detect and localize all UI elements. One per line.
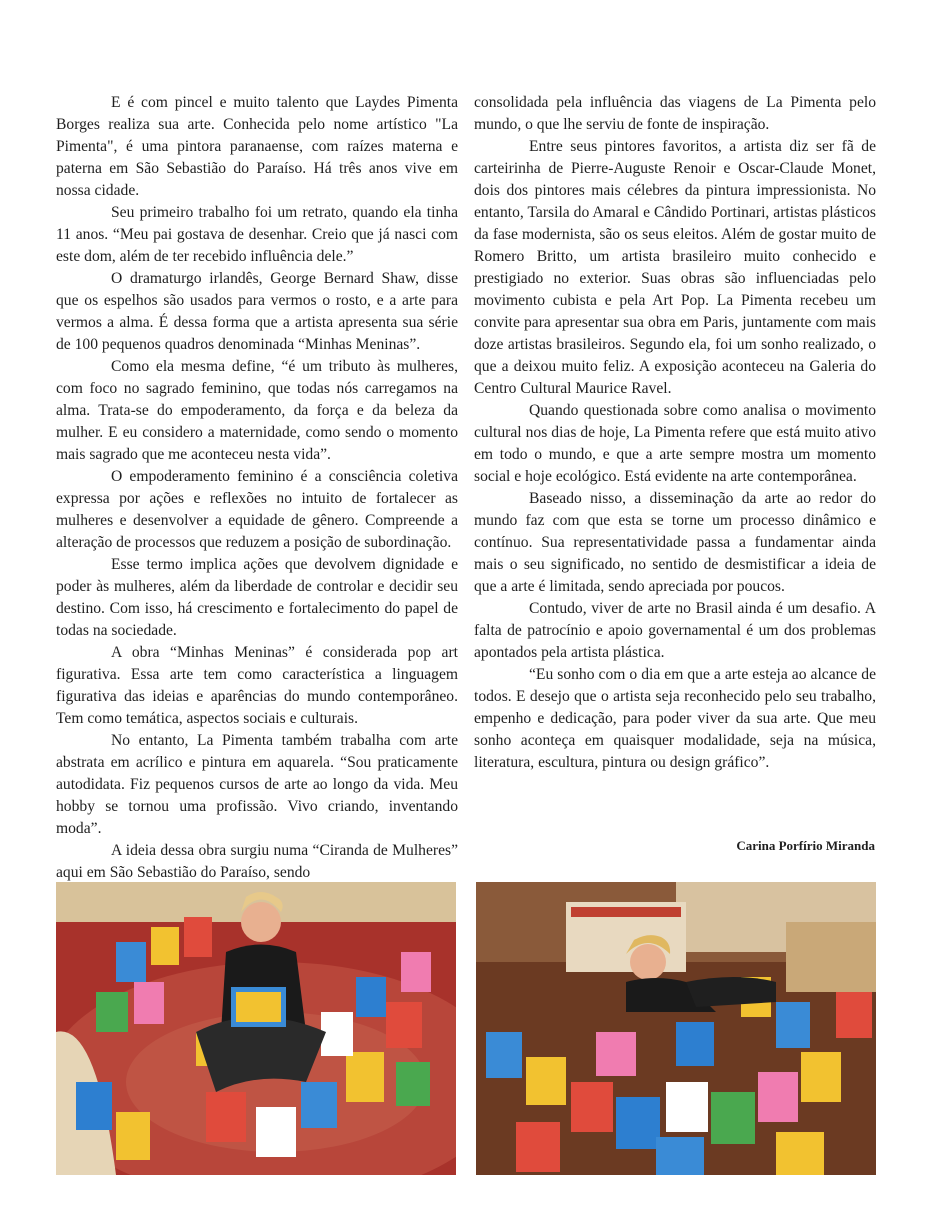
paragraph: Entre seus pintores favoritos, a artista diz ser fã de carteirinha de Pierre-Auguste Renoir e Oscar-Claude Monet, dois dos pintores mais célebres da pintura impressionista. No entanto, Tarsila do Amaral e Cândido Portinari, artistas plásticos da fase modernista, são os seus eleitos. Além de gostar muito de Romero Britto, um artista brasileiro muito conhecido e prestigiado no exterior. Suas obras são influenciadas pelo movimento cubista e pela Art Pop. La Pimenta recebeu um convite para apresentar sua obra em Paris, juntamente com mais doze artistas brasileiros. Segundo ela, foi um sonho realizado, o que a deixou muito feliz. A exposição aconteceu na Galeria do Centro Cultural Maurice Ravel. [474,138,876,397]
photo-artist-seated [56,882,456,1175]
paragraph: No entanto, La Pimenta também trabalha com arte abstrata em acrílico e pintura em aquarela. “Sou praticamente autodidata. Fiz pequenos cursos de arte ao longo da vida. Meu hobby se tornou uma profissão. Vivo criando, inventando moda”. [56,732,458,837]
paragraph: “Eu sonho com o dia em que a arte esteja ao alcance de todos. E desejo que o artista seja reconhecido pelo seu trabalho, empenho e dedicação, para poder viver da sua arte. Que meu sonho aconteça em quaisquer modalidade, seja na música, literatura, escultura, pintura ou design gráfico”. [474,666,876,771]
paragraph: O dramaturgo irlandês, George Bernard Shaw, disse que os espelhos são usados para vermos o rosto, e a arte para vermos a alma. É dessa forma que a artista apresenta sua série de 100 pequenos quadros denominada “Minhas Meninas”. [56,270,458,353]
paragraph: Quando questionada sobre como analisa o movimento cultural nos dias de hoje, La Pimenta refere que está muito ativo em todo o mundo, e que a arte sempre mostra um momento social e hoje ecológico. Está evidente na arte contemporânea. [474,402,876,485]
article-column-left [56,92,458,884]
photo-artist-lying-image [476,882,876,1175]
paragraph: O empoderamento feminino é a consciência coletiva expressa por ações e reflexões no intuito de fortalecer as mulheres e desenvolver a equidade de gênero. Compreende a alteração de processos que reduzem a posição de subordinação. [56,468,458,551]
paragraph: Esse termo implica ações que devolvem dignidade e poder às mulheres, além da liberdade de controlar e decidir seu destino. Com isso, há crescimento e fortalecimento do papel de todas na sociedade. [56,556,458,639]
paragraph: Seu primeiro trabalho foi um retrato, quando ela tinha 11 anos. “Meu pai gostava de desenhar. Creio que já nasci com este dom, além de ter recebido influência dele.” [56,204,458,265]
author-byline: Carina Porfírio Miranda [736,838,875,853]
paragraph: Contudo, viver de arte no Brasil ainda é um desafio. A falta de patrocínio e apoio governamental é um dos problemas apontados pela artista plástica. [474,600,876,661]
paragraph: A ideia dessa obra surgiu numa “Ciranda de Mulheres” aqui em São Sebastião do Paraíso, sendo [56,842,458,881]
paragraph: A obra “Minhas Meninas” é considerada pop art figurativa. Essa arte tem como característica a linguagem figurativa das ideias e aparências do mundo contemporâneo. Tem como temática, aspectos sociais e culturais. [56,644,458,727]
photo-artist-seated-image [56,882,456,1175]
article-column-right [474,92,876,774]
paragraph: Como ela mesma define, “é um tributo às mulheres, com foco no sagrado feminino, que todas nós carregamos na alma. Trata-se do empoderamento, da força e da beleza da mulher. E eu considero a maternidade, como sendo o momento mais sagrado que me aconteceu nesta vida”. [56,358,458,463]
photo-artist-lying [476,882,876,1175]
paragraph-continuation: consolidada pela influência das viagens de La Pimenta pelo mundo, o que lhe serviu de fonte de inspiração. [474,94,876,133]
paragraph: E é com pincel e muito talento que Laydes Pimenta Borges realiza sua arte. Conhecida pelo nome artístico "La Pimenta", é uma pintora paranaense, com raízes materna e paterna em São Sebastião do Paraíso. Há três anos vive em nossa cidade. [56,94,458,199]
paragraph: Baseado nisso, a disseminação da arte ao redor do mundo faz com que esta se torne um processo dinâmico e contínuo. Sua representatividade passa a fundamentar ainda mais o seu significado, no sentido de desmistificar a ideia de que a arte é limitada, sendo apreciada por poucos. [474,490,876,595]
